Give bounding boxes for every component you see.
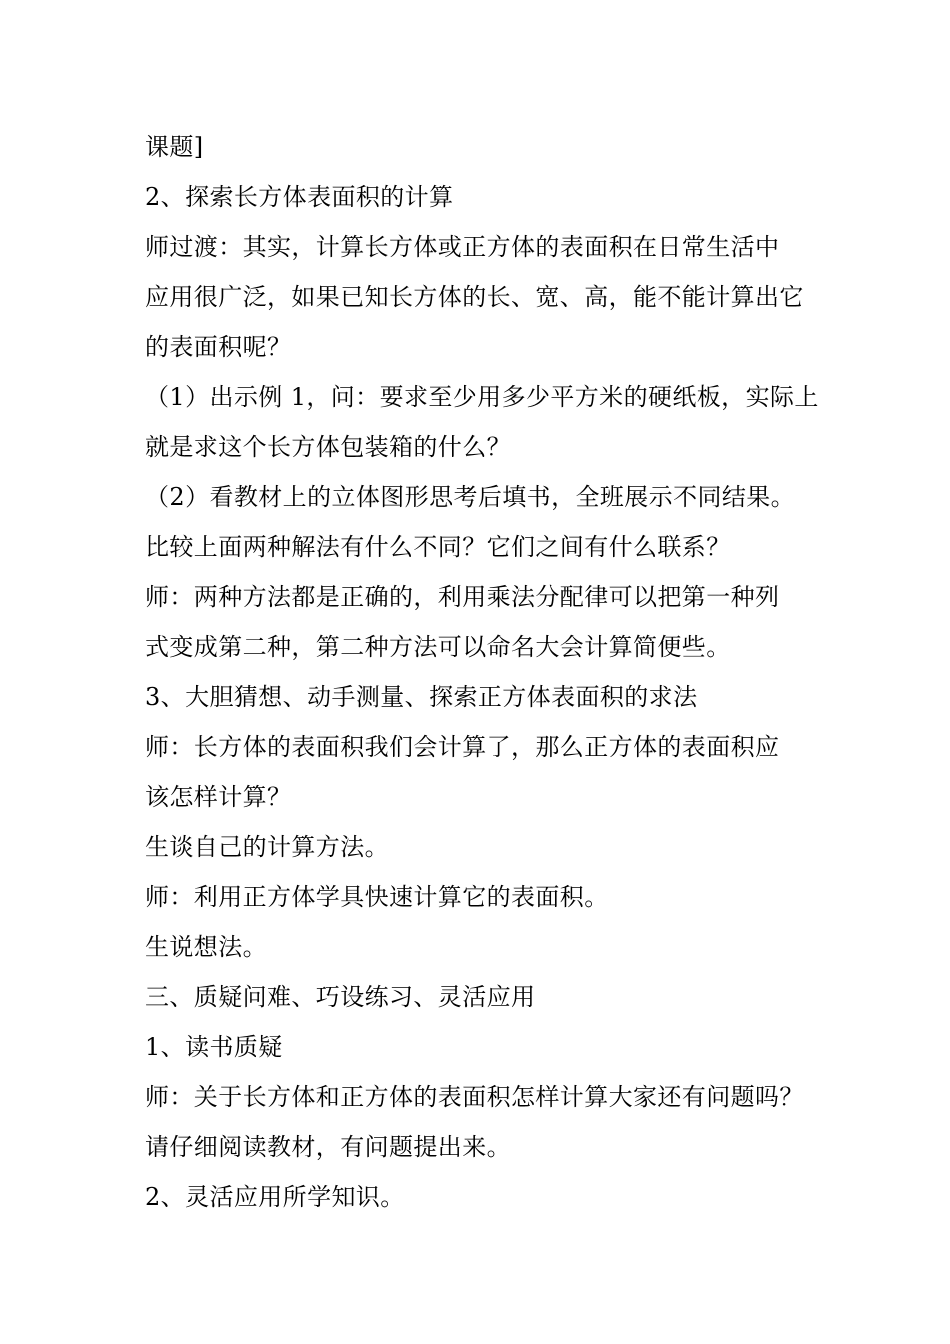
text-line: 应用很广泛，如果已知长方体的长、宽、高，能不能计算出它 bbox=[145, 283, 804, 311]
text-line: 师过渡：其实，计算长方体或正方体的表面积在日常生活中 bbox=[145, 233, 780, 261]
text-line: 师：关于长方体和正方体的表面积怎样计算大家还有问题吗？ bbox=[145, 1083, 804, 1111]
section-heading: 2、灵活应用所学知识。 bbox=[145, 1183, 405, 1211]
text-line: 师：长方体的表面积我们会计算了，那么正方体的表面积应 bbox=[145, 733, 780, 761]
section-heading: 3、大胆猜想、动手测量、探索正方体表面积的求法 bbox=[145, 683, 698, 711]
text-line: 的表面积呢？ bbox=[145, 333, 292, 361]
text-line: （2）看教材上的立体图形思考后填书，全班展示不同结果。 bbox=[145, 483, 796, 511]
text-line: （1）出示例 1，问：要求至少用多少平方米的硬纸板，实际上 bbox=[145, 383, 819, 411]
section-heading: 1、读书质疑 bbox=[145, 1033, 283, 1061]
text-line: 师：利用正方体学具快速计算它的表面积。 bbox=[145, 883, 609, 911]
text-line: 生谈自己的计算方法。 bbox=[145, 833, 389, 861]
text-line: 请仔细阅读教材，有问题提出来。 bbox=[145, 1133, 511, 1161]
document-body bbox=[145, 122, 835, 1222]
text-line: 比较上面两种解法有什么不同？它们之间有什么联系？ bbox=[145, 533, 731, 561]
section-heading: 三、质疑问难、巧设练习、灵活应用 bbox=[145, 983, 536, 1011]
text-line: 该怎样计算？ bbox=[145, 783, 292, 811]
text-line: 课题] bbox=[145, 133, 204, 161]
text-line: 生说想法。 bbox=[145, 933, 267, 961]
section-heading: 2、探索长方体表面积的计算 bbox=[145, 183, 454, 211]
text-line: 式变成第二种，第二种方法可以命名大会计算简便些。 bbox=[145, 633, 731, 661]
text-line: 师：两种方法都是正确的，利用乘法分配律可以把第一种列 bbox=[145, 583, 780, 611]
text-line: 就是求这个长方体包装箱的什么？ bbox=[145, 433, 511, 461]
